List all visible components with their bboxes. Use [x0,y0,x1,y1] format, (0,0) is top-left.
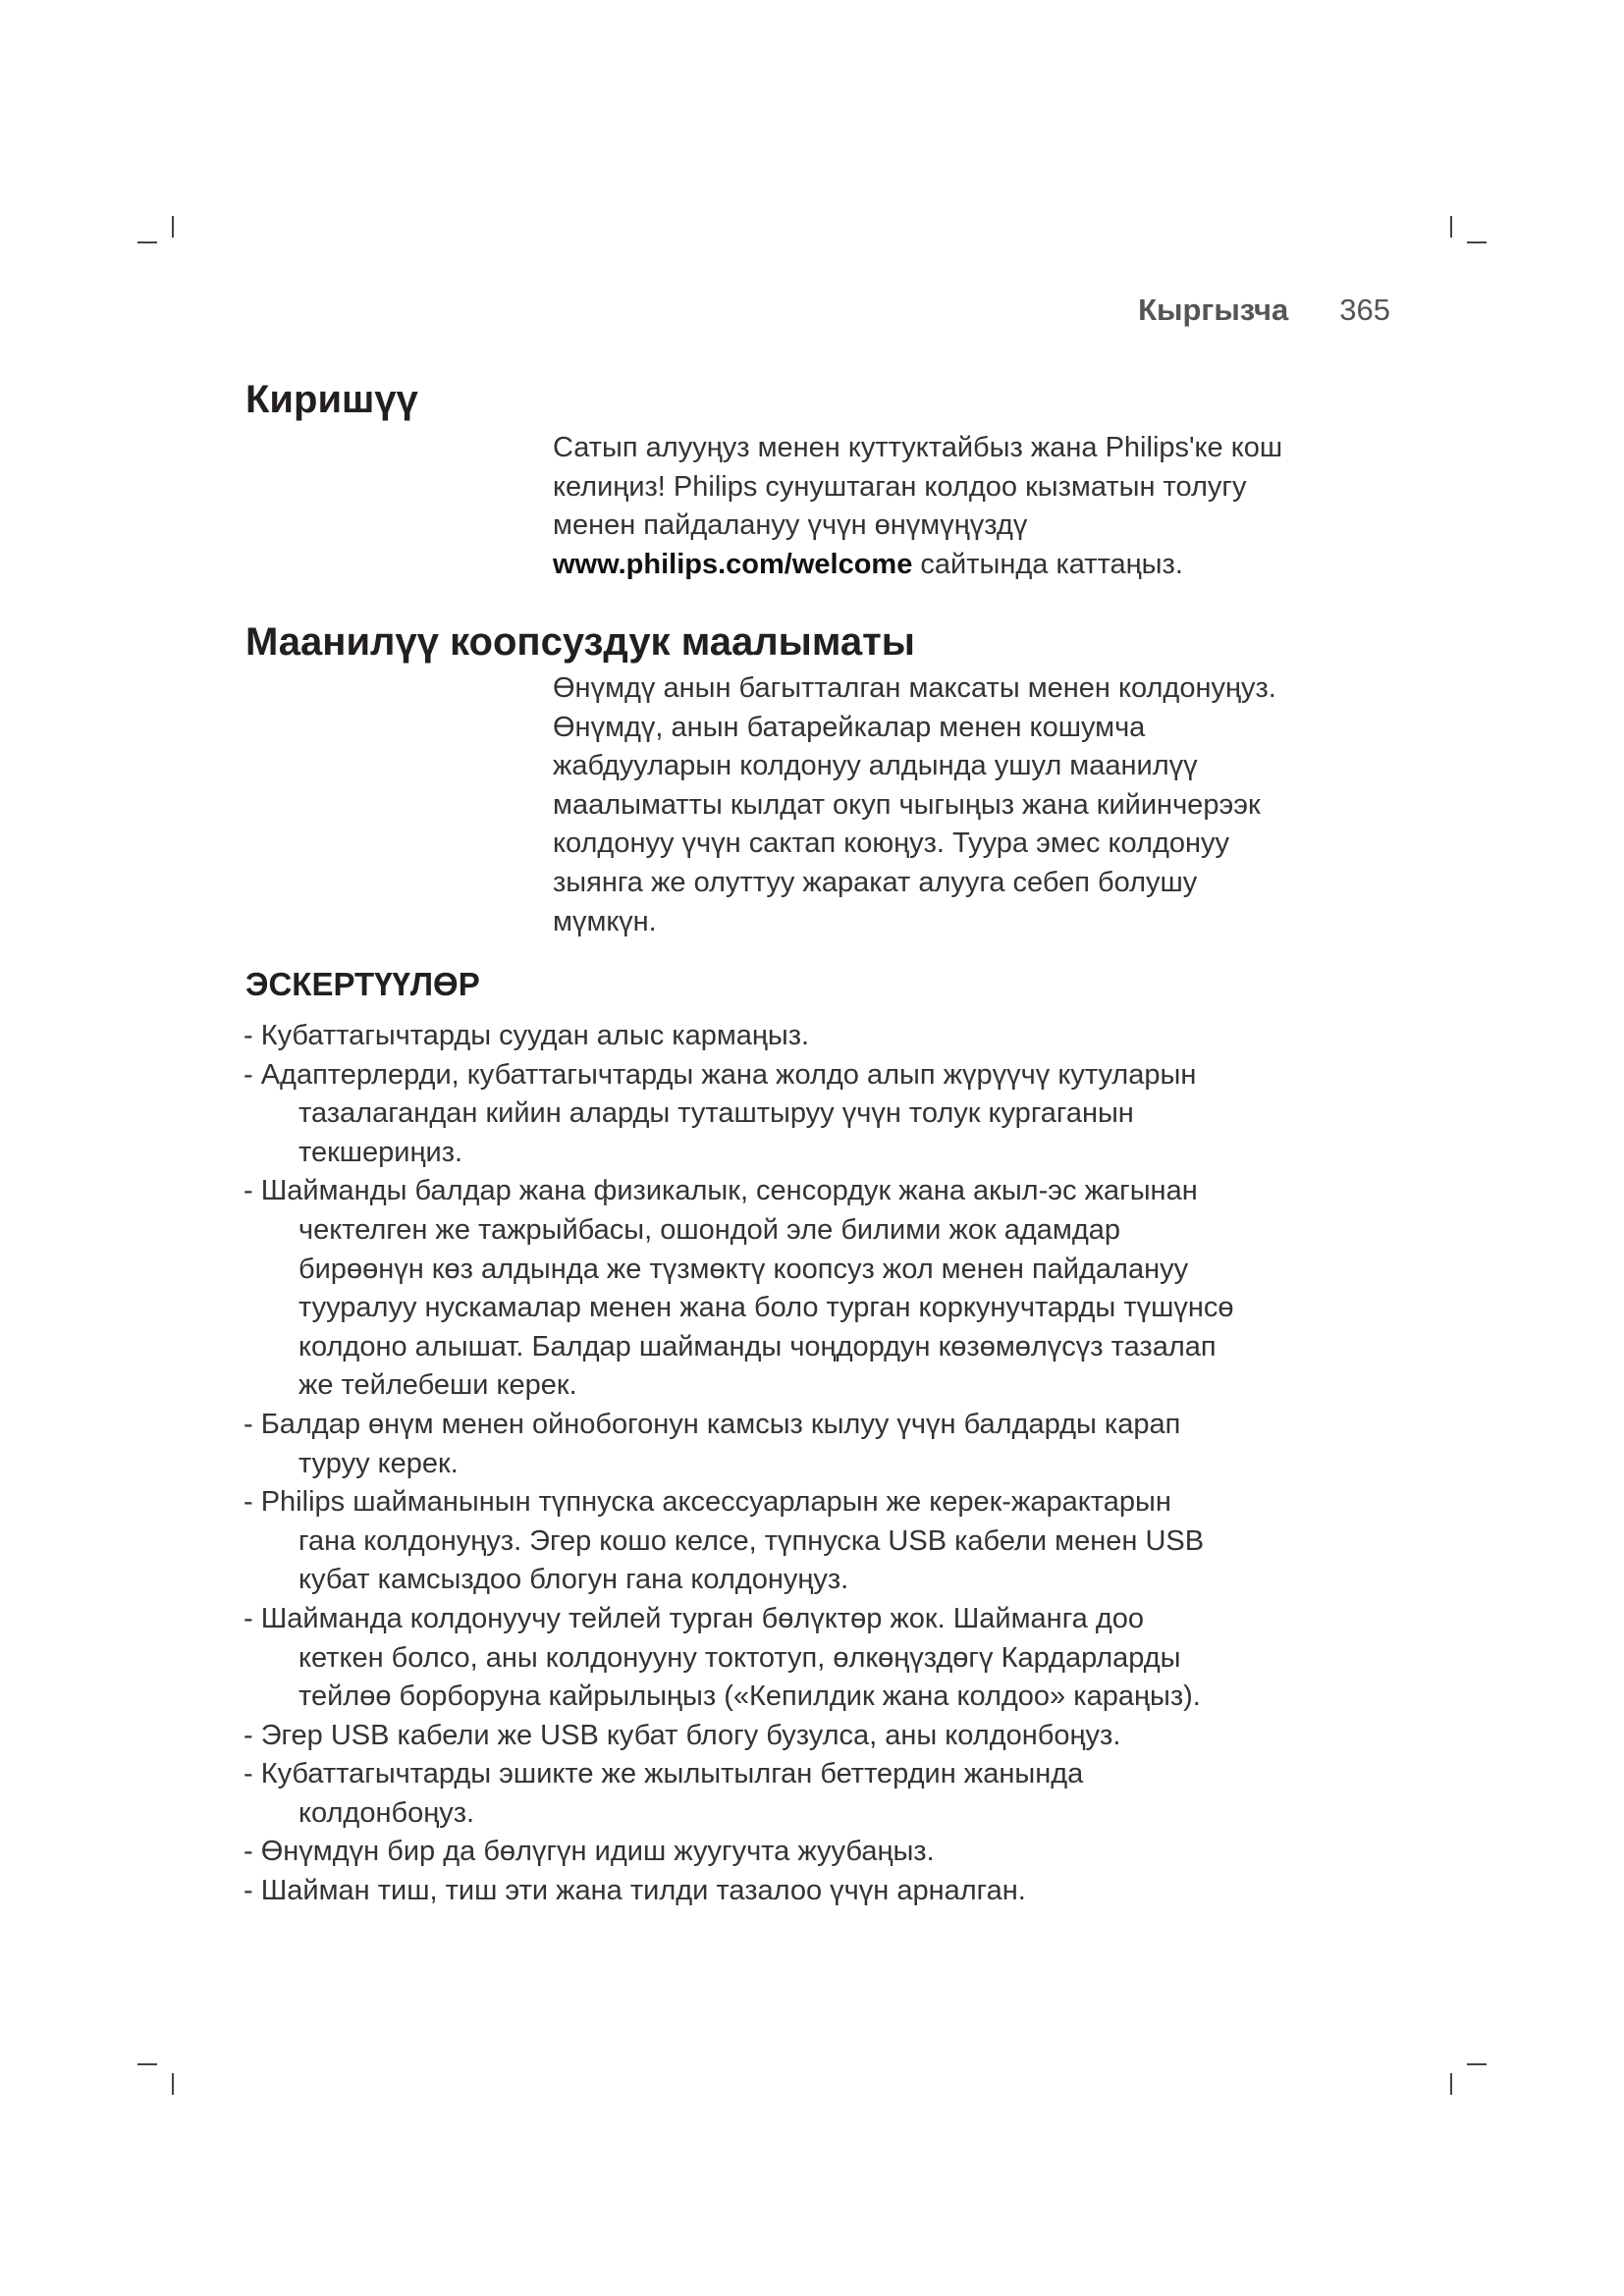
text-fragment: сайтында каттаңыз. [912,548,1183,580]
text-line: текшериңиз. [298,1136,463,1168]
crop-mark [172,2073,174,2095]
text-line: жабдууларын колдонуу алдында ушул маанилүү [553,750,1198,782]
text-line: мүмкүн. [553,905,657,937]
text-line: зыянга же олуттуу жаракат алууга себеп болушу [553,866,1198,898]
text-line: же тейлебеши керек. [298,1369,577,1402]
crop-mark [137,241,157,243]
language-label: Кыргызча [1138,293,1289,327]
safety-heading: Маанилүү коопсуздук маалыматы [245,620,915,664]
text-line: менен пайдалануу үчүн өнүмүңүздү [553,509,1028,542]
text-line: колдоно алышат. Балдар шайманды чоңдордун көзөмөлүсүз тазалап [298,1330,1217,1362]
list-item [244,1872,1234,1911]
text-line [553,546,1282,585]
text-line: - Шайманда колдонуучу тейлей турган бөлүктөр жок. Шайманга доо [244,1602,1144,1634]
list-item [244,1833,1234,1872]
text-line: - Балдар өнүм менен ойнобогонун камсыз кылуу үчүн балдарды карап [244,1408,1181,1440]
text-line: - Кубаттагычтарды суудан алыс кармаңыз. [244,1020,810,1051]
text-line: кубат камсыздоо блогун гана колдонуңуз. [298,1564,849,1596]
warnings-list [244,1017,1234,1911]
intro-heading: Киришүү [245,378,418,421]
text-line: келиңиз! Philips сунуштаган колдоо кызматын толугу [553,470,1247,503]
page-header [1138,293,1390,328]
text-line: - Кубаттагычтарды эшикте же жылытылган беттердин жанында [244,1758,1084,1790]
list-item [244,1406,1234,1483]
safety-paragraph [553,669,1276,941]
crop-mark [1450,216,1452,238]
crop-mark [1450,2073,1452,2095]
text-line: - Philips шайманынын түпнуска аксессуарларын же керек-жарактарын [244,1486,1171,1519]
text-line: - Өнүмдүн бир да бөлүгүн идиш жуугучта жуубаңыз. [244,1836,935,1868]
welcome-link[interactable]: www.philips.com/welcome [553,548,913,580]
list-item [244,1056,1234,1173]
text-line: - Шайман тиш, тиш эти жана тилди тазалоо үчүн арналган. [244,1875,1026,1907]
crop-mark [137,2063,157,2065]
list-item [244,1172,1234,1406]
list-item [244,1483,1234,1600]
list-item [244,1755,1234,1833]
text-line: Өнүмдү, анын батарейкалар менен кошумча [553,711,1146,743]
text-line: туруу керек. [298,1447,459,1479]
text-line: Сатып алууңуз менен куттуктайбыз жана Philips'ке кош [553,432,1283,463]
text-line: чектелген же тажрыйбасы, ошондой эле билими жок адамдар [298,1213,1121,1246]
text-line: тазалагандан кийин аларды туташтыруу үчүн толук кургаганын [298,1097,1134,1130]
list-item [244,1717,1234,1756]
text-line: тууралуу нускамалар менен жана боло турган коркунучтарды түшүнсө [298,1292,1234,1324]
crop-mark [172,216,174,238]
intro-paragraph [553,429,1282,584]
page-number: 365 [1339,293,1390,327]
text-line: - Шайманды балдар жана физикалык, сенсордук жана акыл-эс жагынан [244,1175,1198,1207]
text-line: колдонуу үчүн сактап коюңуз. Туура эмес колдонуу [553,828,1230,860]
warnings-heading: ЭСКЕРТҮҮЛӨР [245,966,480,1002]
text-line: кеткен болсо, аны колдонууну токтотуп, өлкөңүздөгү Кардарларды [298,1641,1181,1674]
text-line: гана колдонуңуз. Эгер кошо келсе, түпнуска USB кабели менен USB [298,1524,1205,1557]
text-line: маалыматты кылдат окуп чыгыңыз жана кийинчерээк [553,788,1261,821]
text-line: - Эгер USB кабели же USB кубат блогу бузулса, аны колдонбоңуз. [244,1719,1121,1751]
crop-mark [1467,241,1487,243]
text-line: бирөөнүн көз алдында же түзмөктү коопсуз жол менен пайдалануу [298,1253,1189,1285]
text-line: тейлөө борборуна кайрылыңыз («Кепилдик жана колдоо» караңыз). [298,1681,1201,1713]
text-line: Өнүмдү анын багытталган максаты менен колдонуңуз. [553,672,1276,704]
list-item [244,1017,1234,1056]
text-line: колдонбоңуз. [298,1796,475,1829]
crop-mark [1467,2063,1487,2065]
text-line: - Адаптерлерди, кубаттагычтарды жана жолдо алып жүрүүчү кутуларын [244,1058,1197,1091]
list-item [244,1600,1234,1717]
